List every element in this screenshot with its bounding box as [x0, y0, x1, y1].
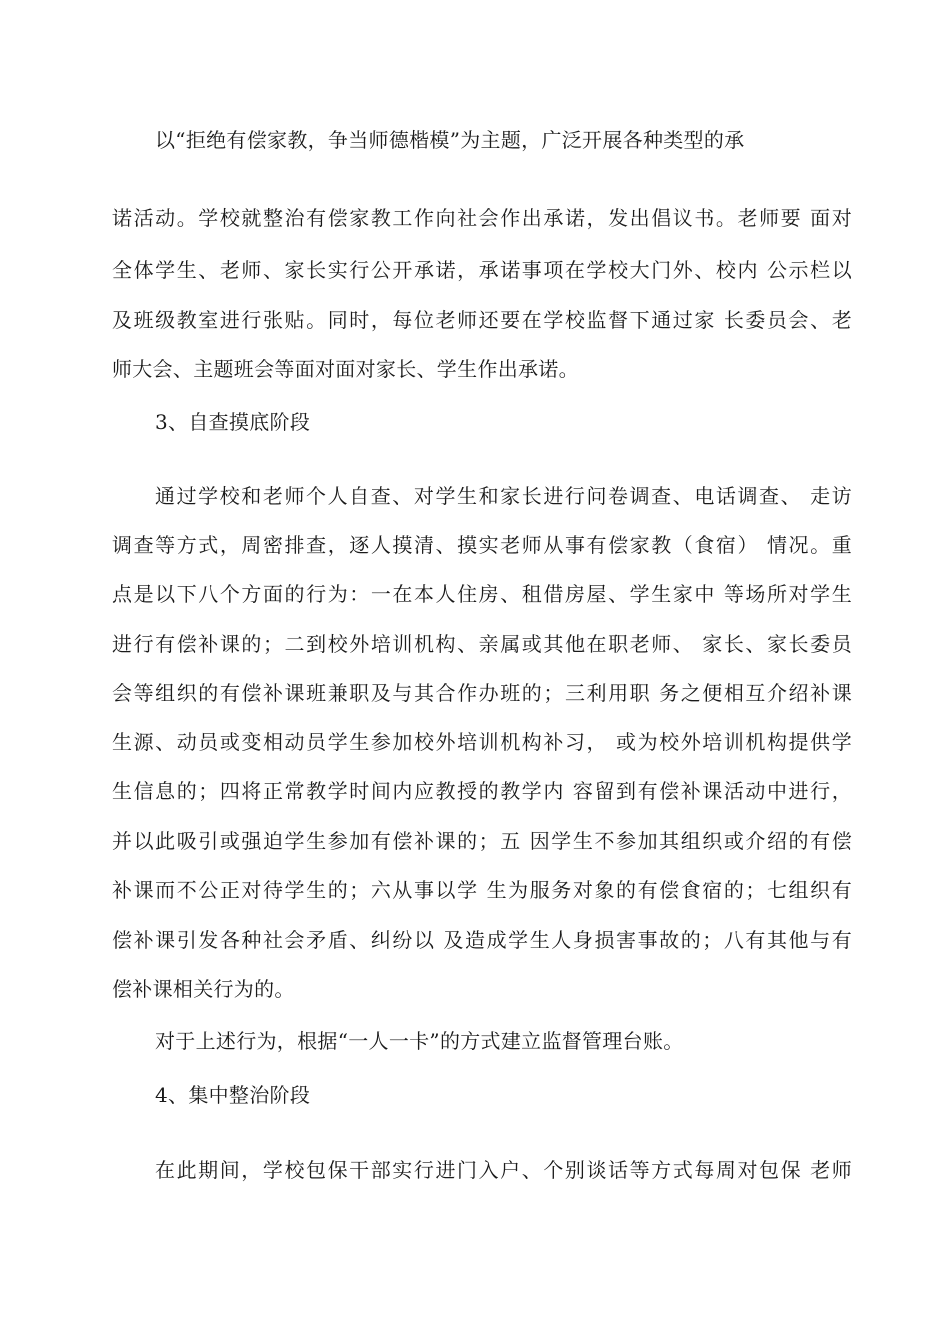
paragraph-line-6: 通过学校和老师个人自查、对学生和家长进行问卷调查、电话调查、 走访 [155, 484, 852, 508]
paragraph-line-3: 全体学生、老师、家长实行公开承诺，承诺事项在学校大门外、校内 公示栏以 [112, 258, 852, 282]
paragraph-line-4: 及班级教室进行张贴。同时，每位老师还要在学校监督下通过家 长委员会、老 [112, 308, 852, 332]
paragraph-line-10: 会等组织的有偿补课班兼职及与其合作办班的；三利用职 务之便相互介绍补课 [112, 681, 852, 705]
paragraph-line-7: 调查等方式，周密排查，逐人摸清、摸实老师从事有偿家教（食宿） 情况。重 [112, 533, 852, 557]
section-heading-3: 3、自查摸底阶段 [155, 410, 311, 434]
paragraph-line-11: 生源、动员或变相动员学生参加校外培训机构补习， 或为校外培训机构提供学 [112, 730, 852, 754]
paragraph-line-2: 诺活动。学校就整治有偿家教工作向社会作出承诺，发出倡议书。老师要 面对 [112, 206, 852, 230]
paragraph-line-1: 以“拒绝有偿家教，争当师德楷模”为主题，广泛开展各种类型的承 [155, 128, 745, 152]
paragraph-line-5: 师大会、主题班会等面对面对家长、学生作出承诺。 [112, 357, 579, 381]
paragraph-line-9: 进行有偿补课的；二到校外培训机构、亲属或其他在职老师、 家长、家长委员 [112, 632, 852, 656]
paragraph-line-13: 并以此吸引或强迫学生参加有偿补课的；五 因学生不参加其组织或介绍的有偿 [112, 829, 852, 853]
paragraph-line-16: 偿补课相关行为的。 [112, 977, 295, 1001]
paragraph-line-18: 在此期间，学校包保干部实行进门入户、个别谈话等方式每周对包保 老师 [155, 1158, 852, 1182]
paragraph-line-15: 偿补课引发各种社会矛盾、纠纷以 及造成学生人身损害事故的；八有其他与有 [112, 928, 852, 952]
paragraph-line-8: 点是以下八个方面的行为：一在本人住房、租借房屋、学生家中 等场所对学生 [112, 582, 852, 606]
paragraph-line-12: 生信息的；四将正常教学时间内应教授的教学内 容留到有偿补课活动中进行， [112, 779, 852, 803]
paragraph-line-17: 对于上述行为，根据“一人一卡”的方式建立监督管理台账。 [155, 1029, 684, 1053]
section-heading-4: 4、集中整治阶段 [155, 1083, 311, 1107]
paragraph-line-14: 补课而不公正对待学生的；六从事以学 生为服务对象的有偿食宿的；七组织有 [112, 878, 852, 902]
